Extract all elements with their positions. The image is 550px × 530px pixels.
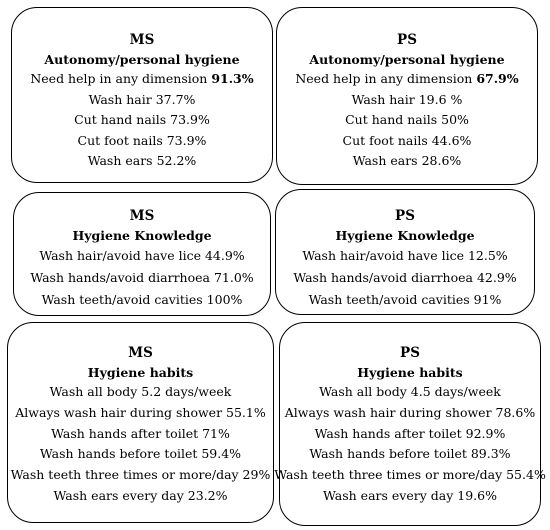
list-item: Wash hands/avoid diarrhoea 42.9%	[293, 270, 517, 285]
section-heading: Hygiene Knowledge	[335, 228, 475, 243]
ps-habits-box	[274, 322, 546, 526]
group-label: PS	[395, 208, 415, 224]
list-item: Wash all body 4.5 days/week	[319, 384, 501, 399]
section-heading: Hygiene habits	[357, 365, 463, 380]
list-item: Cut hand nails 73.9%	[74, 112, 210, 127]
need-help-line	[295, 69, 518, 90]
list-item: Wash ears 52.2%	[87, 153, 197, 168]
need-help-label: Need help in any dimension	[295, 71, 473, 86]
list-item: Wash hands before toilet 59.4%	[39, 446, 242, 462]
list-item: Cut foot nails 73.9%	[77, 132, 207, 148]
list-item: Wash hands/avoid diarrhoea 71.0%	[30, 270, 254, 285]
list-item: Wash hair/avoid have lice 44.9%	[39, 248, 245, 263]
list-item: Wash teeth three times or more/day 55.4%	[274, 467, 546, 483]
ms-habits-box	[7, 322, 274, 523]
section-heading: Hygiene Knowledge	[72, 228, 212, 243]
list-item: Always wash hair during shower 78.6%	[284, 404, 536, 420]
list-item: Cut foot nails 44.6%	[342, 132, 472, 148]
list-item: Wash hands after toilet 71%	[51, 425, 230, 441]
ms-autonomy-box	[11, 7, 273, 183]
need-help-line	[30, 69, 253, 90]
list-item: Wash ears every day 19.6%	[323, 487, 497, 503]
list-item: Cut hand nails 50%	[345, 112, 469, 127]
list-item: Wash teeth/avoid cavities 100%	[41, 292, 243, 307]
need-help-value: 91.3%	[211, 71, 254, 86]
list-item: Wash hands before toilet 89.3%	[309, 446, 511, 462]
group-label: PS	[400, 345, 420, 361]
list-item: Wash hair 37.7%	[88, 91, 196, 107]
ps-autonomy-box	[276, 7, 538, 185]
section-heading: Autonomy/personal hygiene	[309, 52, 505, 67]
group-label: PS	[397, 32, 417, 48]
list-item: Wash hands after toilet 92.9%	[314, 425, 506, 441]
list-item: Wash ears every day 23.2%	[53, 487, 228, 503]
section-heading: Hygiene habits	[87, 365, 194, 380]
group-label: MS	[129, 32, 155, 48]
list-item: Wash ears 28.6%	[352, 153, 462, 168]
list-item: Wash all body 5.2 days/week	[49, 384, 232, 399]
group-label: MS	[129, 208, 155, 224]
ms-knowledge-box	[13, 192, 271, 316]
list-item: Wash teeth three times or more/day 29%	[10, 467, 271, 483]
list-item: Always wash hair during shower 55.1%	[15, 404, 266, 420]
list-item: Wash hair/avoid have lice 12.5%	[302, 248, 508, 263]
need-help-value: 67.9%	[476, 71, 519, 86]
ps-knowledge-box	[275, 189, 535, 315]
list-item: Wash hair 19.6 %	[351, 91, 463, 107]
section-heading: Autonomy/personal hygiene	[44, 52, 240, 67]
need-help-label: Need help in any dimension	[30, 71, 208, 86]
list-item: Wash teeth/avoid cavities 91%	[308, 292, 502, 307]
group-label: MS	[128, 345, 153, 361]
